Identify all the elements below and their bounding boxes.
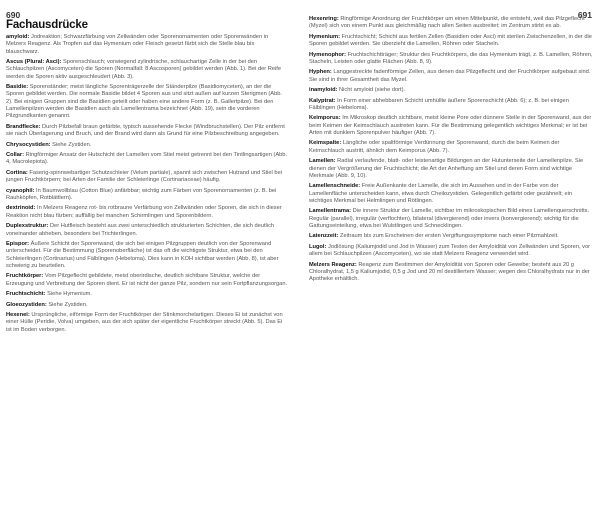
glossary-entry <box>309 34 593 49</box>
glossary-entry <box>6 170 288 185</box>
glossary-entry <box>6 59 288 81</box>
glossary-entry <box>309 183 593 205</box>
glossary-definition: In Melzers Reagenz rot- bis rotbraune Verfärbung von Zellwänden oder Sporen, die sich in dieser Reaktion nicht blau färben; auffällig bei manchen Schirmlingen und Sporenbildern. <box>6 205 282 219</box>
glossary-definition: Jodlösung (Kaliumjodid und Jod in Wasser) zum Testen der Amyloidität von Zellwänden und Sporen, vor allem bei Schlauchpilzen (Ascomyceten), wo sie statt Melzers Reagenz verwendet wird. <box>309 243 591 258</box>
glossary-term: Collar: <box>6 152 25 159</box>
glossary-term: Latenzzeit: <box>309 233 339 240</box>
glossary-entry <box>6 312 288 334</box>
glossary-definition: Siehe Hymenium. <box>47 291 92 298</box>
page-number-right: 691 <box>577 10 592 20</box>
glossary-definition: Nicht amyloid (siehe dort). <box>339 87 406 94</box>
glossary-definition: Faserig-spinnwebartiger Schutzschleier (Velum partiale), spannt sich zwischen Hutrand und Stiel bei jungen Fruchtkörpern; bei Arten der Familie der Schleierlinge (Cortinariaceae) häufig. <box>6 169 282 184</box>
glossary-definition: Reagenz zum Bestimmen der Amyloidität von Sporen oder Gewebe; besteht aus 20 g Chloralhydrat, 1,5 g Kaliumjodid, 0,5 g Jod und 20 ml destilliertem Wasser; wegen des Chloralhydrats nur in der Apotheke erhältlich. <box>309 261 590 283</box>
page-heading: Fachausdrücke <box>6 19 88 31</box>
glossary-definition: Ringförmige Anordnung der Fruchtkörper um einen Mittelpunkt, die entsteht, weil das Pilzgeflecht (Myzel) sich von einem Punkt aus gleichmäßig nach allen Seiten ausbreitet; im Zentrum stirbt es ab. <box>309 16 585 30</box>
glossary-term: Fruchtschicht: <box>6 291 46 298</box>
glossary-entry <box>309 244 593 259</box>
glossary-term: Lamellen: <box>309 158 336 165</box>
glossary-definition: In Baumwollblau (Cotton Blue) anfärbbar; wichtig zum Färben von Sporenornamenten (z. B. bei Rauhköpfen, Rotblättlern). <box>6 187 277 201</box>
glossary-definition: Sporenschlauch; vorwiegend zylindrische, schlauchartige Zelle in der bei den Schlauchpilzen (Ascomyceten) die Sporen (Normalfall: 8 Ascosporen) gebildet werden (Abb. 1). Bei der Reife werden die Sporen aktiv ausgeschleudert (Abb. 3). <box>6 59 282 80</box>
glossary-definition: Äußere Schicht der Sporenwand, die sich bei einigen Pilzgruppen deutlich von der Sporenwand unterscheidet. Für die Bestimmung (Sporenoberfläche) ist das oft die wichtigste Struktur, etwa bei den Schleierlingen (Cortinarius) und Fälblingen (Hebeloma). Dies kann in KOH sichtbar werden (Abb. 8), ist aber schwierig zu beurteilen. <box>6 241 279 269</box>
glossary-term: Lamellenschneide: <box>309 183 361 190</box>
glossary-definition: Vom Pilzgeflecht gebildete, meist oberirdische, deutlich sichtbare Struktur, welche der Erzeugung und Verbreitung der Sporen dient. Er ist nicht der ganze Pilz, sondern nur sein Fortpflanzungsorgan. <box>6 273 288 287</box>
glossary-entry <box>309 98 593 113</box>
glossary-entry <box>6 205 288 220</box>
glossary-entry <box>309 87 593 94</box>
glossary-definition: Zeitraum bis zum Erscheinen der ersten Vergiftungssymptome nach einer Pilzmahlzeit. <box>339 233 559 240</box>
glossary-term: Hyphen: <box>309 69 332 76</box>
glossary-definition: Siehe Zystiden. <box>48 301 88 308</box>
glossary-term: dextrinoid: <box>6 205 36 212</box>
glossary-term: Cortina: <box>6 169 28 176</box>
glossary-term: Duplexstruktur: <box>6 223 49 230</box>
glossary-term: inamyloid: <box>309 87 338 94</box>
glossary-term: Basidie: <box>6 84 29 91</box>
glossary-entry <box>309 16 593 31</box>
glossary-term: cyanophil: <box>6 187 35 194</box>
glossary-term: Keimspalte: <box>309 140 342 147</box>
glossary-definition: Sporenständer; meist längliche Sporenträgerzelle der Ständerpilze (Basidiomyceten), an der die Sporen gebildet werden. Die normale Basidie bildet 4 Sporen aus und sitzt außen auf kurzen Sterigmen (Abb. 2). Bei einigen Gruppen sind die Basidien geteilt oder haben eine andere Form (z. B. Gallertpilze). Bei den Lamellenpilzen werden die Basidien auch als Lamellentrama bezeichnet (Abb. 19), sein die vorderen Pilzgrundkanten genannt. <box>6 84 283 120</box>
glossary-entry <box>309 115 593 137</box>
glossary-term: Hexenring: <box>309 16 339 22</box>
glossary-definition: Langgestreckte fadenförmige Zellen, aus denen das Pilzgeflecht und der Fruchtkörper aufgebaut sind. Sie sind in ihrer Gesamtheit das Myzel. <box>309 69 591 83</box>
glossary-entry <box>309 140 593 155</box>
glossary-term: Hexenei: <box>6 312 30 319</box>
glossary-term: Melzers Reagenz: <box>309 261 357 268</box>
glossary-term: Brandflecke: <box>6 123 41 130</box>
glossary-entry <box>6 241 288 270</box>
glossary-definition: Im Mikroskop deutlich sichtbare, meist kleine Pore oder dünnere Stelle in der Sporenwand, aus der beim Keimen der Keimschlauch austreten kann. Für die Bestimmung gelegentlich wichtiges Merkmal; er ist bei Arten mit dunklem Sporenpulver häufiger (Abb. 7). <box>309 115 592 136</box>
glossary-entry <box>6 84 288 120</box>
glossary-definition: Fruchtschichtträger; Struktur des Fruchtkörpers, die das Hymenium trägt, z. B. Lamellen, Röhren, Stacheln, Leisten oder glatte Flächen (Abb. 8, 9). <box>309 51 593 65</box>
glossary-entry <box>6 223 288 238</box>
glossary-entry <box>309 52 593 67</box>
glossary-definition: Der Hutfleisch besteht aus zwei unterschiedlich strukturierten Schichten, die sich deutlich voneinander abheben, besonders bei Trichterlingen. <box>6 223 275 237</box>
glossary-definition: In Form einer abhebbaren Schicht umhüllte äußere Sporenschicht (Abb. 6); z. B. bei einigen Fälblingen (Hebeloma). <box>309 97 569 111</box>
glossary-column-right <box>309 16 593 287</box>
glossary-entry <box>309 158 593 180</box>
glossary-term: Epispor: <box>6 241 30 247</box>
glossary-definition: Die innere Struktur der Lamelle, sichtbar im mikroskopischen Bild eines Lamellenquerschnitts. Regulär (parallel), irregulär (verflochten), bilateral (divergierend) oder invers (konvergierend); wichtig für die Gattungseinteilung, etwa bei Wulstlingen und Schnecklingen. <box>309 208 590 229</box>
glossary-term: Fruchtkörper: <box>6 273 44 280</box>
glossary-term: Ascus (Plural: Asci): <box>6 59 62 66</box>
page-number-left: 690 <box>6 10 21 20</box>
glossary-definition: Jodreaktion; Schwarzfärbung von Zellwänden oder Sporenornamenten oder Sporenwänden in Melzers Reagenz. Als Tropfen auf das Hymenium oder Fleisch gesetzt färbt sich die Stelle blau bis blauschwarz. <box>6 34 269 55</box>
glossary-term: amyloid: <box>6 34 30 40</box>
glossary-entry <box>6 188 288 203</box>
glossary-definition: Ursprüngliche, eiförmige Form der Fruchtkörper der Stinkmorchelartigen. Dieses Ei ist zunächst von einer Hülle (Peridie, Volva) umgeben, aus der sich später der eigentliche Fruchtkörper streckt (Abb. 5). Das Ei ist im Boden verborgen. <box>6 312 283 333</box>
glossary-term: Hymenophor: <box>309 51 346 58</box>
glossary-definition: Durch Pilzbefall braun gefärbte, typisch aussehende Flecke (Windbruchstellen). Der Pilz entfernt sie nach Überlagerung und Bruch, und der Brand wird dann als Grund für eine Pilzbeschreibung angegeben. <box>6 123 285 138</box>
glossary-entry <box>309 69 593 84</box>
glossary-entry <box>6 291 288 298</box>
glossary-definition: Ringförmiger Ansatz der Hutschicht der Lamellen vom Stiel meist getrennt bei den Tintlingsartigen (Abb. 4, Macrolepiota). <box>6 152 288 166</box>
glossary-term: Hymenium: <box>309 33 340 40</box>
glossary-entry <box>6 34 288 56</box>
glossary-term: Kalyptrat: <box>309 97 336 104</box>
glossary-term: Lugol: <box>309 243 327 250</box>
glossary-entry <box>309 208 593 230</box>
glossary-entry <box>6 142 288 149</box>
glossary-term: Gloeozystiden: <box>6 301 47 308</box>
glossary-entry <box>6 302 288 309</box>
glossary-entry <box>6 124 288 139</box>
glossary-term: Chrysocystiden: <box>6 141 51 148</box>
glossary-definition: Radial verlaufende, blatt- oder leistenartige Bildungen an der Hutunterseite der Lamellenpilze. Sie dienen der Vergrößerung der Fruchtschicht; die Art der Anheftung am Stiel und deren Form sind wichtige Merkmale (Abb. 9, 10). <box>309 158 584 179</box>
glossary-entry <box>6 152 288 167</box>
glossary-definition: Fruchtschicht; Schicht aus fertilen Zellen (Basidien oder Asci) mit sterilen Zwischenzellen, in der die Sporen gebildet werden. Sie überzieht die Lamellen, Röhren oder Stacheln. <box>309 33 592 48</box>
glossary-entry <box>309 233 593 240</box>
glossary-term: Keimporus: <box>309 115 341 122</box>
glossary-entry <box>309 262 593 284</box>
glossary-entry <box>6 273 288 288</box>
glossary-definition: Siehe Zystiden. <box>52 141 92 148</box>
glossary-definition: Freie Außenkante der Lamelle, die sich im Aussehen und in der Farbe von der Lamellenfläche unterscheiden kann, etwa durch Cheilozystiden. Gelegentlich gefärbt oder gezähnelt; ein wichtiges Merkmal bei Helmlingen und Rötlingen. <box>309 183 573 204</box>
glossary-column-left <box>6 34 288 337</box>
glossary-term: Lamellentrama: <box>309 208 352 215</box>
glossary-definition: Längliche oder spaltförmige Verdünnung der Sporenwand, durch die beim Keimen der Keimschlauch austritt, ähnlich dem Keimporus (Abb. 7). <box>309 140 560 154</box>
